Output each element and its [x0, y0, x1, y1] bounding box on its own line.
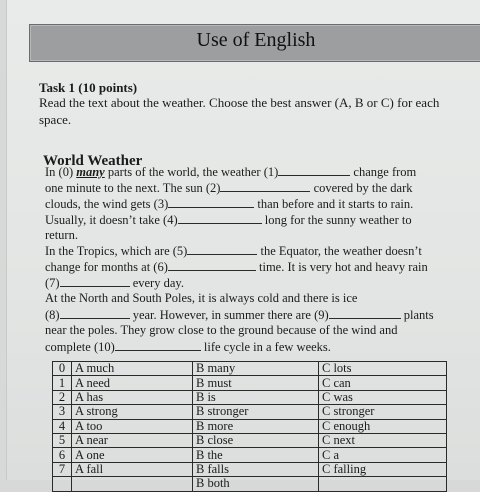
passage-line	[45, 180, 475, 196]
text-fragment: In (0)	[45, 165, 77, 179]
task-heading: Task 1 (10 points)	[39, 80, 138, 95]
item-number: 4	[53, 419, 72, 433]
passage-text	[45, 164, 475, 355]
blank-9[interactable]	[329, 307, 401, 319]
text-fragment: the Equator, the weather doesn’t	[257, 244, 422, 259]
text-fragment: (7)	[45, 276, 60, 291]
table-row	[53, 390, 447, 404]
item-number: 5	[53, 433, 72, 447]
table-row	[53, 405, 447, 419]
table-row	[53, 462, 447, 476]
text-fragment: clouds, the wind gets (3)	[45, 196, 169, 211]
instruction-line: space.	[39, 112, 72, 127]
text-fragment: long for the sunny weather to	[261, 212, 412, 227]
text-fragment: every day.	[129, 276, 184, 291]
option-a[interactable]: A one	[72, 448, 193, 462]
option-b[interactable]: B the	[193, 448, 319, 462]
table-row	[53, 376, 447, 390]
option-a[interactable]: A has	[72, 390, 193, 404]
item-number: 1	[53, 376, 72, 390]
table-row	[53, 419, 447, 433]
passage-title: World Weather	[43, 153, 143, 169]
option-a[interactable]: A much	[72, 362, 193, 376]
option-c[interactable]: C was	[319, 390, 447, 404]
passage-line	[45, 228, 475, 244]
text-fragment: plants	[400, 308, 434, 323]
text-fragment: complete (10)	[45, 339, 115, 354]
option-a[interactable]: A near	[72, 433, 193, 447]
passage-line	[45, 275, 475, 291]
worksheet-page	[6, 0, 480, 491]
option-b[interactable]: B stronger	[193, 405, 319, 419]
blank-3[interactable]	[168, 196, 254, 208]
title-banner	[29, 24, 480, 62]
table-row	[53, 433, 447, 447]
passage-line	[45, 259, 475, 275]
table-row	[53, 477, 447, 491]
item-number: 3	[53, 405, 72, 419]
item-number: 7	[53, 462, 72, 476]
blank-2[interactable]	[220, 180, 310, 192]
option-b[interactable]: B falls	[193, 462, 319, 476]
instruction-line: Read the text about the weather. Choose the best answer (A, B or C) for each	[39, 95, 440, 110]
passage-line	[45, 339, 475, 355]
option-a[interactable]: A fall	[72, 462, 193, 476]
option-a[interactable]: A need	[72, 376, 193, 390]
blank-7[interactable]	[60, 275, 130, 287]
blank-8[interactable]	[60, 307, 130, 319]
option-c[interactable]: C falling	[319, 462, 447, 476]
text-fragment: near the poles. They grow close to the ground because of the wind and	[45, 322, 398, 337]
options-table-body	[53, 362, 447, 492]
option-b[interactable]: B is	[193, 390, 319, 404]
option-c[interactable]: C stronger	[319, 405, 447, 419]
option-b[interactable]: B must	[193, 376, 319, 390]
text-fragment: Usually, it doesn’t take (4)	[45, 212, 178, 227]
blank-6[interactable]	[168, 259, 256, 271]
options-table	[52, 361, 447, 492]
table-row	[53, 448, 447, 462]
text-fragment: change for months at (6)	[45, 260, 168, 275]
item-number: 2	[53, 390, 72, 404]
passage-line	[45, 164, 475, 180]
option-a[interactable]	[72, 477, 193, 491]
text-fragment: At the North and South Poles, it is always cold and there is ice	[45, 291, 358, 306]
option-c[interactable]: C can	[319, 376, 447, 390]
item-number: 6	[53, 448, 72, 462]
option-c[interactable]: C enough	[319, 419, 447, 433]
text-fragment: parts of the world, the weather (1)	[104, 165, 279, 179]
text-fragment: covered by the dark	[310, 180, 413, 195]
example-answer: many	[76, 165, 105, 179]
passage-line	[45, 212, 475, 228]
option-c[interactable]	[319, 477, 447, 491]
text-fragment: time. It is very hot and heavy rain	[255, 260, 428, 275]
text-fragment: In the Tropics, which are (5)	[45, 244, 188, 259]
passage-line	[45, 323, 475, 339]
text-fragment: change from	[350, 165, 417, 179]
passage-line	[45, 291, 475, 307]
passage-line	[45, 243, 475, 259]
option-a[interactable]: A strong	[72, 405, 193, 419]
option-c[interactable]: C lots	[319, 362, 447, 376]
passage-line	[45, 307, 475, 323]
text-fragment: return.	[45, 227, 78, 242]
item-number	[53, 477, 72, 491]
blank-1[interactable]	[278, 164, 350, 176]
option-b[interactable]: B close	[193, 433, 319, 447]
text-fragment: year. However, in summer there are (9)	[129, 308, 329, 323]
text-fragment: life cycle in a few weeks.	[200, 339, 331, 354]
text-fragment: (8)	[45, 308, 60, 323]
table-row	[53, 362, 447, 376]
option-c[interactable]: C a	[319, 448, 447, 462]
blank-5[interactable]	[187, 243, 257, 255]
passage-line	[45, 196, 475, 212]
blank-4[interactable]	[178, 212, 262, 224]
text-fragment: than before and it starts to rain.	[254, 196, 414, 211]
option-c[interactable]: C next	[319, 433, 447, 447]
option-a[interactable]: A too	[72, 419, 193, 433]
page-title: Use of English	[196, 29, 316, 51]
text-fragment: one minute to the next. The sun (2)	[45, 180, 221, 195]
item-number: 0	[53, 362, 72, 376]
option-b[interactable]: B many	[193, 362, 319, 376]
option-b[interactable]: B both	[193, 477, 319, 491]
blank-10[interactable]	[115, 339, 201, 351]
task-instructions	[39, 94, 469, 128]
option-b[interactable]: B more	[193, 419, 319, 433]
